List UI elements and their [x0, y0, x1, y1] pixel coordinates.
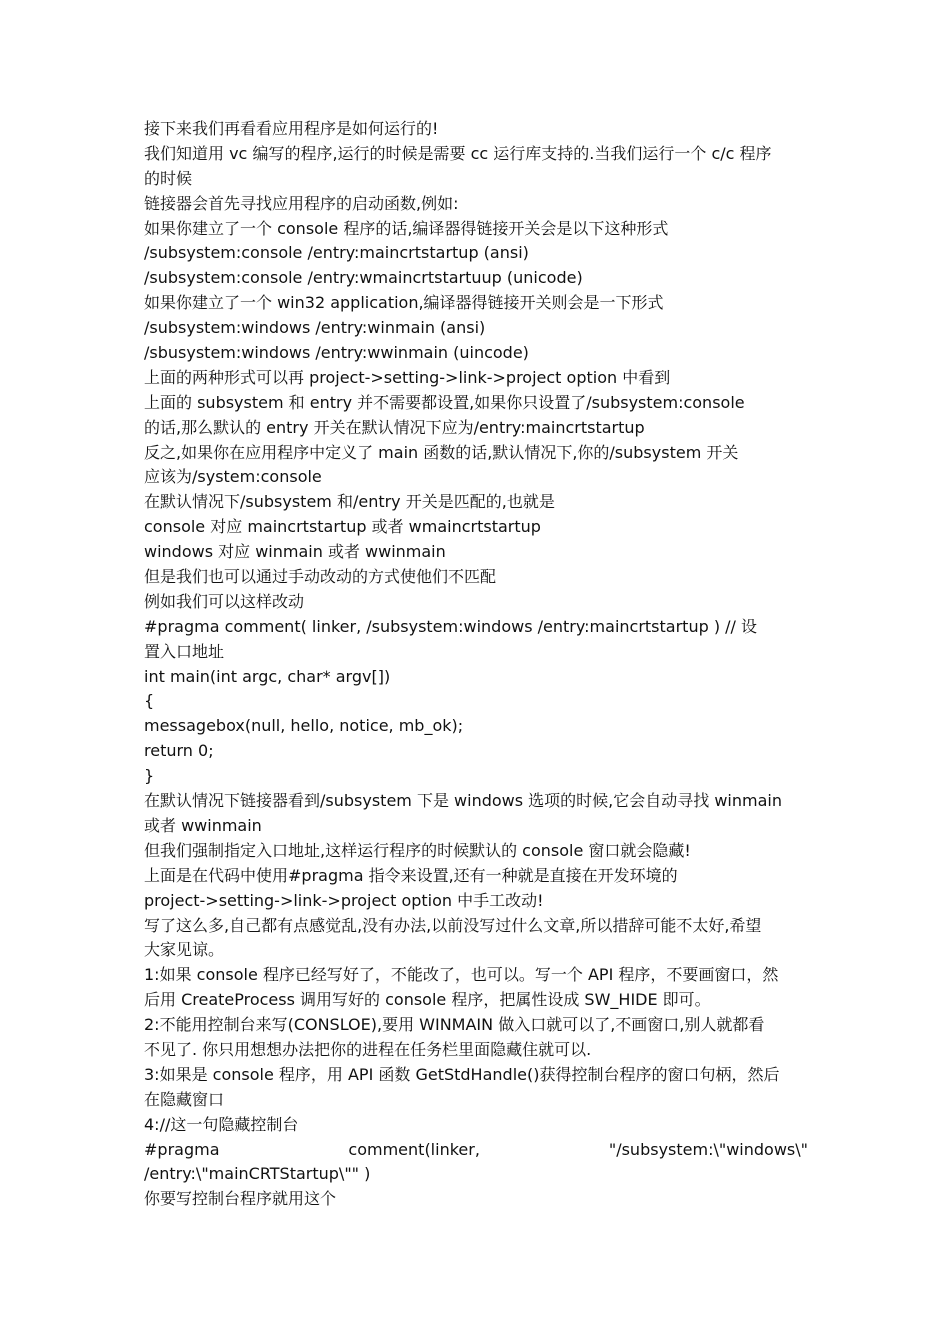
text-line: project->setting->link->project option 中手工改动! [144, 890, 544, 910]
pragma-part: "/subsystem:\"windows\" [608, 1139, 808, 1159]
text-line: 不见了. 你只用想想办法把你的进程在任务栏里面隐藏住就可以. [144, 1039, 592, 1059]
text-line: 上面的 subsystem 和 entry 并不需要都设置,如果你只设置了/subsystem:console [144, 392, 745, 412]
text-line: 链接器会首先寻找应用程序的启动函数,例如: [144, 193, 459, 213]
pragma-line [144, 1138, 808, 1163]
text-line: 我们知道用 vc 编写的程序,运行的时候是需要 cc 运行库支持的.当我们运行一个 c/c 程序 [144, 143, 772, 163]
code-line: return 0; [144, 741, 214, 761]
text-line: windows 对应 winmain 或者 wwinmain [144, 542, 446, 562]
text-line: 的话,那么默认的 entry 开关在默认情况下应为/entry:maincrtstartup [144, 417, 645, 437]
code-line: #pragma comment( linker, /subsystem:windows /entry:maincrtstartup ) // 设 [144, 616, 758, 636]
text-line: 上面是在代码中使用#pragma 指令来设置,还有一种就是直接在开发环境的 [144, 865, 678, 885]
text-line: 后用 CreateProcess 调用写好的 console 程序，把属性设成 SW_HIDE 即可。 [144, 990, 711, 1010]
text-line: 2:不能用控制台来写(CONSLOE),要用 WINMAIN 做入口就可以了,不画窗口,别人就都看 [144, 1015, 765, 1035]
text-line: 大家见谅。 [144, 940, 225, 960]
text-line: 应该为/system:console [144, 467, 322, 487]
text-line: 接下来我们再看看应用程序是如何运行的! [144, 119, 439, 138]
text-line: 在默认情况下链接器看到/subsystem 下是 windows 选项的时候,它会自动寻找 winmain [144, 791, 782, 811]
text-line: 在默认情况下/subsystem 和/entry 开关是匹配的,也就是 [144, 492, 555, 512]
text-line: 写了这么多,自己都有点感觉乱,没有办法,以前没写过什么文章,所以措辞可能不太好,希望 [144, 915, 762, 935]
text-line: 你要写控制台程序就用这个 [144, 1189, 337, 1209]
code-line: messagebox(null, hello, notice, mb_ok); [144, 716, 464, 736]
text-line: 1:如果 console 程序已经写好了，不能改了，也可以。写一个 API 程序，不要画窗口，然 [144, 965, 779, 985]
text-line: 上面的两种形式可以再 project->setting->link->project option 中看到 [144, 367, 671, 387]
pragma-part: #pragma [144, 1139, 220, 1159]
code-line: /entry:\"mainCRTStartup\"" ) [144, 1164, 371, 1184]
code-line: int main(int argc, char* argv[]) [144, 666, 391, 686]
text-line: 反之,如果你在应用程序中定义了 main 函数的话,默认情况下,你的/subsystem 开关 [144, 442, 739, 462]
text-line: 但我们强制指定入口地址,这样运行程序的时候默认的 console 窗口就会隐藏! [144, 840, 691, 860]
text-line: 在隐藏窗口 [144, 1089, 225, 1109]
text-line: 如果你建立了一个 console 程序的话,编译器得链接开关会是以下这种形式 [144, 218, 669, 238]
document-body [144, 117, 808, 1212]
text-line: 但是我们也可以通过手动改动的方式使他们不匹配 [144, 567, 497, 587]
text-line: 或者 wwinmain [144, 815, 262, 835]
code-line: { [144, 691, 155, 711]
text-line: 置入口地址 [144, 641, 225, 661]
text-line: 如果你建立了一个 win32 application,编译器得链接开关则会是一下形式 [144, 293, 664, 313]
text-line: 4://这一句隐藏控制台 [144, 1114, 299, 1134]
text-line: /sbusystem:windows /entry:wwinmain (uincode) [144, 343, 529, 363]
text-line: 例如我们可以这样改动 [144, 591, 305, 611]
text-line: 的时候 [144, 168, 193, 188]
text-line: console 对应 maincrtstartup 或者 wmaincrtstartup [144, 517, 541, 537]
text-line: /subsystem:windows /entry:winmain (ansi) [144, 318, 486, 338]
text-line: /subsystem:console /entry:wmaincrtstartuup (unicode) [144, 268, 583, 288]
code-line: } [144, 766, 155, 786]
text-line: 3:如果是 console 程序，用 API 函数 GetStdHandle()获得控制台程序的窗口句柄，然后 [144, 1064, 780, 1084]
pragma-part: comment(linker, [348, 1139, 480, 1159]
text-line: /subsystem:console /entry:maincrtstartup (ansi) [144, 243, 529, 263]
